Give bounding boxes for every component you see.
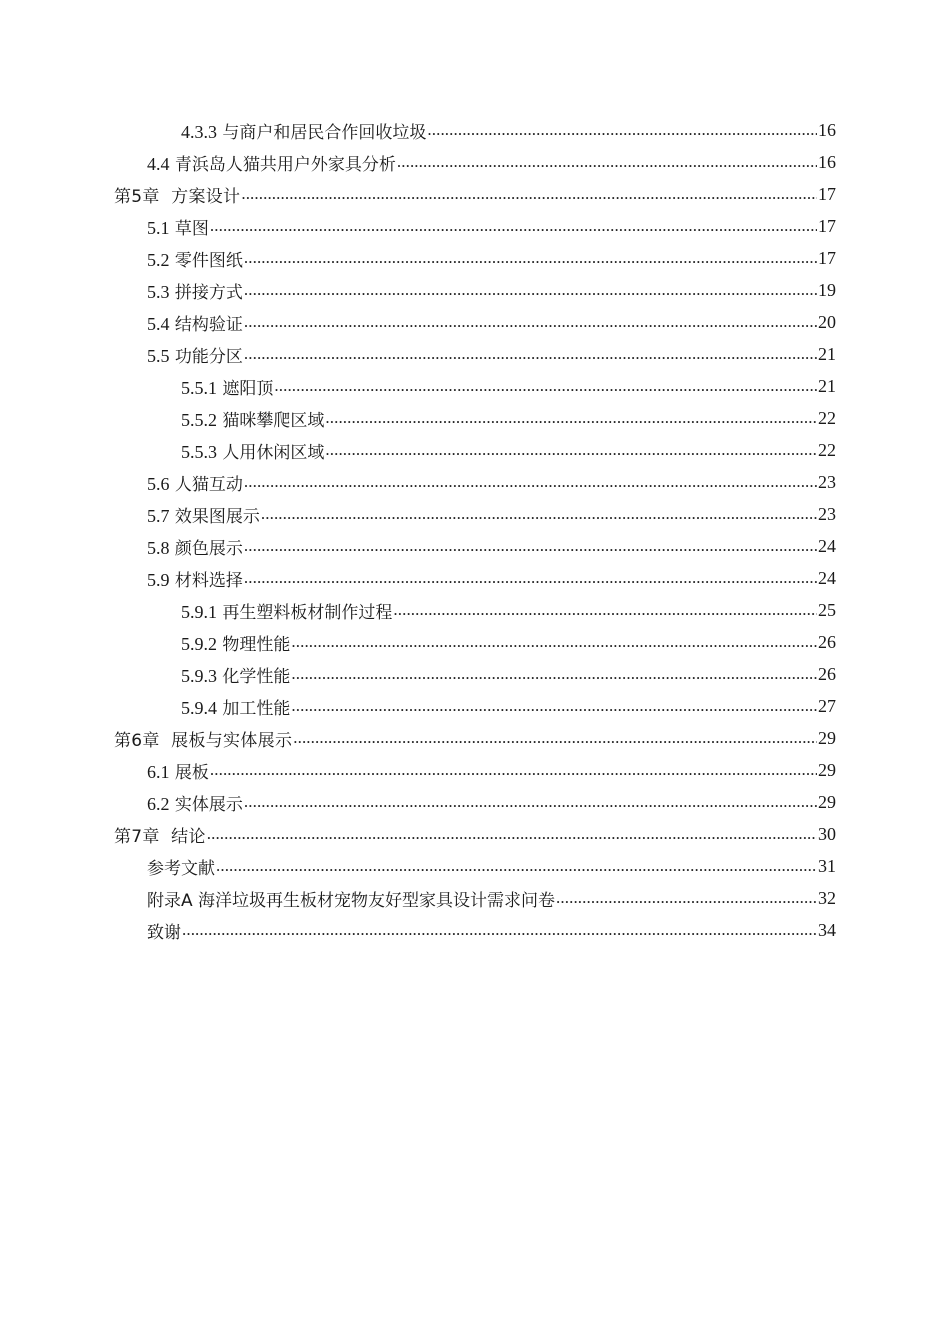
toc-entry[interactable] (147, 562, 836, 594)
toc-entry[interactable] (181, 658, 836, 690)
toc-page-number: 31 (818, 855, 836, 876)
toc-entry[interactable] (147, 754, 836, 786)
dot-leader (397, 146, 817, 178)
toc-entry-title: 5.5.2 猫咪攀爬区域 (181, 409, 325, 431)
toc-page-number: 20 (818, 311, 836, 332)
toc-entry-title: 5.7 效果图展示 (147, 505, 260, 527)
toc-page-number: 23 (818, 471, 836, 492)
toc-entry[interactable] (147, 338, 836, 370)
toc-entry-title: 6.1 展板 (147, 761, 209, 783)
toc-chapter-entry[interactable] (114, 178, 836, 210)
toc-entry-title: 5.9.3 化学性能 (181, 665, 291, 687)
toc-page-number: 25 (818, 599, 836, 620)
toc-entry-title: 第7章 结论 (114, 826, 206, 847)
dot-leader (393, 594, 817, 626)
toc-entry-title: 5.5.3 人用休闲区域 (181, 441, 325, 463)
toc-entry-title: 5.8 颜色展示 (147, 537, 243, 559)
dot-leader (293, 722, 817, 754)
toc-entry-title: 5.9.4 加工性能 (181, 697, 291, 719)
toc-page-number: 24 (818, 567, 836, 588)
dot-leader (556, 882, 817, 914)
dot-leader (207, 818, 817, 850)
toc-entry-title: 5.5 功能分区 (147, 345, 243, 367)
toc-entry-references[interactable] (147, 850, 836, 882)
toc-entry-title: 5.5.1 遮阳顶 (181, 377, 274, 399)
toc-entry[interactable] (147, 498, 836, 530)
toc-entry[interactable] (147, 242, 836, 274)
toc-page-number: 29 (818, 791, 836, 812)
dot-leader (274, 370, 817, 402)
dot-leader (210, 210, 817, 242)
dot-leader (261, 498, 817, 530)
toc-entry-title: 4.4 青浜岛人猫共用户外家具分析 (147, 153, 396, 175)
toc-entry-title: 5.1 草图 (147, 217, 209, 239)
dot-leader (216, 850, 817, 882)
toc-page-number: 22 (818, 407, 836, 428)
dot-leader (244, 530, 817, 562)
toc-entry-title: 第6章 展板与实体展示 (114, 730, 293, 751)
toc-page-number: 17 (818, 247, 836, 268)
toc-page-number: 26 (818, 663, 836, 684)
dot-leader (244, 466, 817, 498)
toc-entry-title: 5.4 结构验证 (147, 313, 243, 335)
toc-entry-title: 5.2 零件图纸 (147, 249, 243, 271)
toc-page-number: 17 (818, 183, 836, 204)
toc-entry-title: 5.6 人猫互动 (147, 473, 243, 495)
dot-leader (291, 626, 817, 658)
dot-leader (244, 242, 817, 274)
toc-entry-appendix[interactable] (147, 882, 836, 914)
toc-entry-acknowledgements[interactable] (147, 914, 836, 946)
toc-page-number: 21 (818, 375, 836, 396)
dot-leader (210, 754, 817, 786)
toc-entry[interactable] (181, 370, 836, 402)
toc-entry-title: 附录A 海洋垃圾再生板材宠物友好型家具设计需求问卷 (147, 890, 556, 911)
toc-entry-title: 6.2 实体展示 (147, 793, 243, 815)
dot-leader (291, 658, 817, 690)
dot-leader (244, 338, 817, 370)
toc-page-number: 16 (818, 151, 836, 172)
toc-entry[interactable] (181, 434, 836, 466)
toc-page-number: 27 (818, 695, 836, 716)
toc-page-number: 30 (818, 823, 836, 844)
toc-page-number: 34 (818, 919, 836, 940)
toc-entry[interactable] (147, 530, 836, 562)
toc-entry[interactable] (147, 786, 836, 818)
toc-page-number: 23 (818, 503, 836, 524)
toc-entry[interactable] (181, 690, 836, 722)
toc-chapter-entry[interactable] (114, 722, 836, 754)
dot-leader (325, 402, 817, 434)
toc-entry[interactable] (147, 210, 836, 242)
dot-leader (244, 786, 817, 818)
dot-leader (182, 914, 817, 946)
dot-leader (244, 562, 817, 594)
toc-page-number: 16 (818, 119, 836, 140)
toc-entry-title: 参考文献 (147, 858, 215, 879)
toc-entry-title: 5.9.1 再生塑料板材制作过程 (181, 601, 393, 623)
dot-leader (325, 434, 817, 466)
toc-entry-title: 第5章 方案设计 (114, 186, 241, 207)
dot-leader (244, 306, 817, 338)
toc-page-number: 29 (818, 759, 836, 780)
dot-leader (244, 274, 817, 306)
toc-page-number: 29 (818, 727, 836, 748)
toc-page-number: 22 (818, 439, 836, 460)
toc-entry-title: 5.9 材料选择 (147, 569, 243, 591)
toc-entry[interactable] (181, 402, 836, 434)
toc-page-number: 17 (818, 215, 836, 236)
dot-leader (241, 178, 817, 210)
dot-leader (291, 690, 817, 722)
dot-leader (427, 114, 817, 146)
toc-entry-title: 5.3 拼接方式 (147, 281, 243, 303)
toc-entry[interactable] (147, 146, 836, 178)
toc-entry-title: 致谢 (147, 922, 181, 943)
toc-page-number: 32 (818, 887, 836, 908)
toc-chapter-entry[interactable] (114, 818, 836, 850)
toc-page-number: 19 (818, 279, 836, 300)
toc-entry-title: 4.3.3 与商户和居民合作回收垃圾 (181, 121, 427, 143)
toc-page-number: 21 (818, 343, 836, 364)
toc-entry[interactable] (181, 114, 836, 146)
toc-entry[interactable] (147, 274, 836, 306)
toc-entry-title: 5.9.2 物理性能 (181, 633, 291, 655)
toc-entry[interactable] (147, 466, 836, 498)
toc-entry[interactable] (181, 626, 836, 658)
toc-entry[interactable] (147, 306, 836, 338)
toc-page-number: 24 (818, 535, 836, 556)
toc-page-number: 26 (818, 631, 836, 652)
toc-entry[interactable] (181, 594, 836, 626)
